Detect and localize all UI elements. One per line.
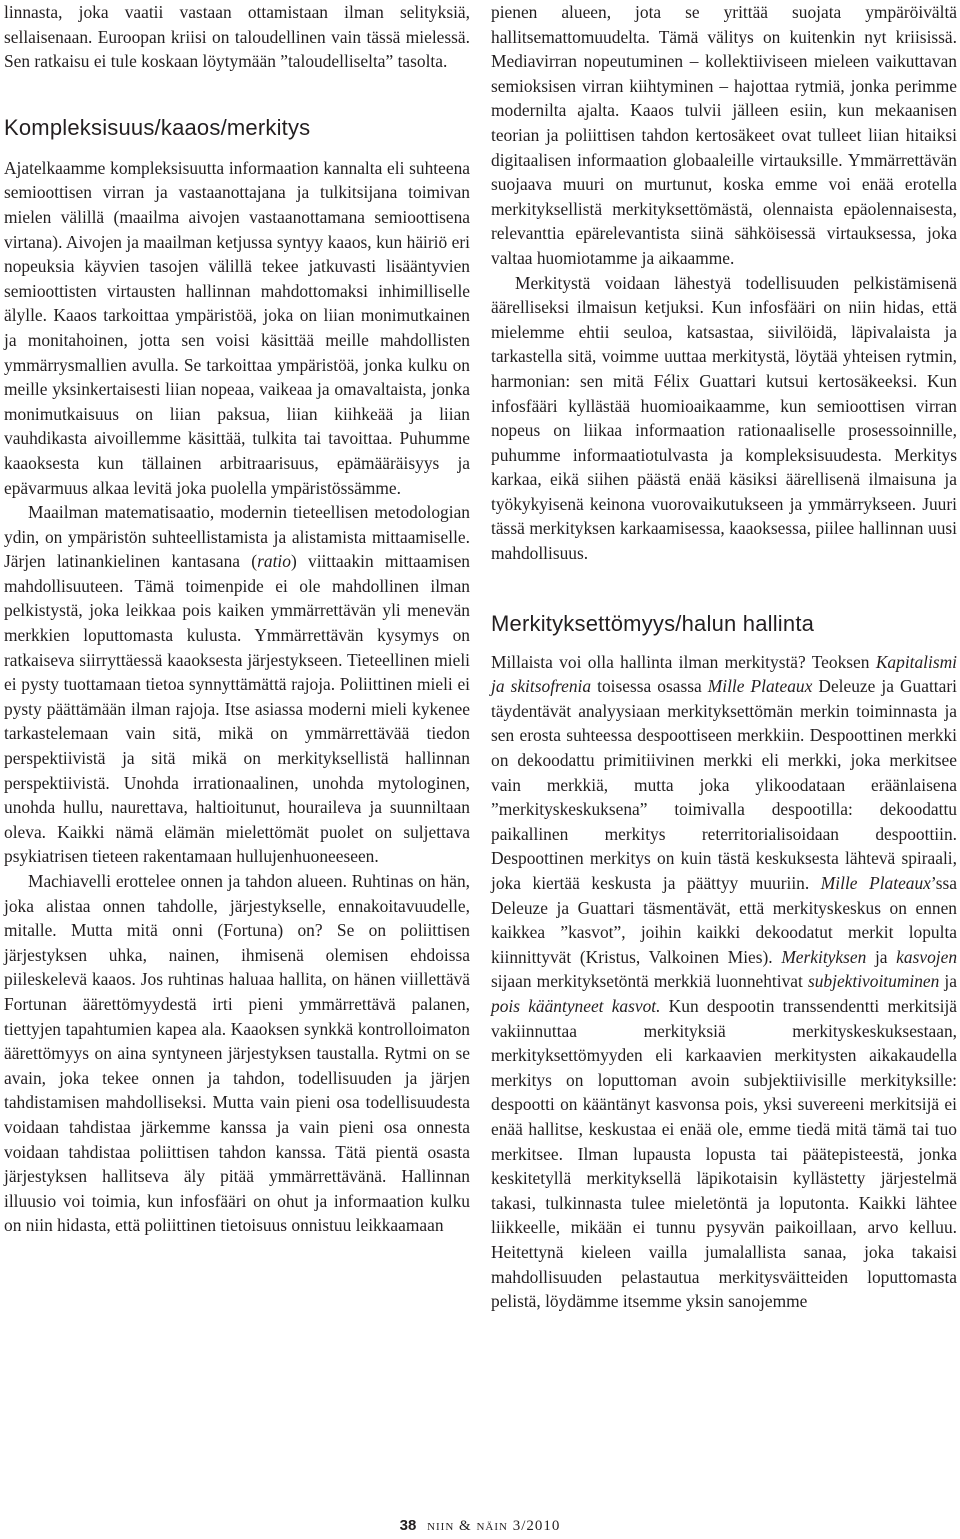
- paragraph: [4, 500, 470, 869]
- section-heading: Kompleksisuus/kaaos/merkitys: [4, 114, 311, 140]
- left-column: [4, 0, 470, 1238]
- text-run: Maailman matematisaatio, modernin tieteellisen metodologian ydin, on ympäristön suhteellistamista ja alistamista mittaamiselle. Järjen latinankielinen kantasana (: [4, 502, 470, 572]
- paragraph: Ajatelkaamme kompleksisuutta informaation kannalta eli suhteena semioottisen virran ja vastaanottajana ja tulkitsijana toimivan mielen välillä (maailma aivojen vastaanottamana semioottisena virtana). Aivojen ja maailman ketjussa syntyy kaaos, kun häiriö eri nopeuksia käyvien tasojen välillä tekee jatkuvasti lisääntyvien semioottisten virtausten hallinnan mahdottomaksi inhimilliselle älylle. Kaaos tarkoittaa ympäristöä, joka on liian monimutkainen ja monitahoinen, jotta sen voisi käsittää meille mahdollisten ymmärrysmallien avulla. Se tarkoittaa ympäristöä, jonka kulku on meille yksinkertaisesti liian nopeaa, vaikeaa ja omavaltaista, jonka monimutkaisuus on liian paksua, liian kiihkeää ja liian vauhdikasta aivoillemme käsittää, tulkita tai tavoittaa. Puhumme kaaoksesta kun tällainen arbitraarisuus, epämääräisyys ja epävarmuus alkaa levitä joka puolella ympäristössämme.: [4, 157, 470, 498]
- page-footer: [0, 1517, 960, 1535]
- text-run: Deleuze ja Guattari täydentävät analyysiaan merkityksettömän merkin toiminnasta ja sen erosta suhteessa despoottiseen merkkiin. Despoottinen merkki on dekoodattu primitiivinen merkki eli merkki, joka merkitsee vain merkkiä, mutta joka ylikoodataan eräänlaisena ”merkityskeskuksena” toimivalla despootilla: dekoodattu paikallinen merkitys reterritorialisoidaan despoottiin. Despoottinen merkitys on kuin tästä keskuksesta lähtevä spiraali, joka kiertää keskusta ja päättyy muuriin.: [491, 676, 957, 893]
- text-run: toisessa osassa: [591, 676, 708, 697]
- italic-text: Kapitalismi ja skitsofrenia: [491, 651, 957, 697]
- paragraph: linnasta, joka vaatii vastaan ottamistaan ilman selityksiä, sellaisenaan. Euroopan kriisi on taloudellinen vain tässä mielessä. Sen ratkaisu ei tule koskaan löytymään ”taloudelliselta” tasolta.: [4, 2, 470, 72]
- italic-text: Merkityksen: [781, 946, 867, 967]
- magazine-issue: niin & näin 3/2010: [427, 1518, 561, 1534]
- text-run: ) viittaakin mittaamisen mahdollisuuteen. Tämä toimenpide ei ole mahdollinen ilman pelkistystä, joka leikkaa pois kaiken ymmärrettävän yli menevän merkkien loputtomasta kulusta. Ymmärrettävän kysymys on ratkaiseva siirryttäessä kaaoksesta järjestykseen. Tieteellinen mieli ei pysty tuottamaan tietoa synnyttämättä rajoja. Poliittinen mieli ei pysty päättämään ilman rajoja. Itse asiassa moderni mieli kykenee tarkastelemaan vain sitä, mikä on ymmärrettävää tiedon perspektiivistä ja sitä mikä on merkityksellistä hallinnan perspektiivistä. Unohda irrationaalinen, unohda mytologinen, unohda hullu, naurettava, haltioitunut, houraileva ja suunniltaan oleva. Kaikki nämä elämän mielettömät puolet on suljettava psykiatrisen tieteen rakentamaan hullujenhuoneeseen.: [4, 551, 470, 867]
- italic-text: Mille Plateaux: [707, 676, 813, 697]
- page-number: 38: [399, 1517, 417, 1534]
- paragraph: Merkitystä voidaan lähestyä todellisuuden pelkistämisenä äärelliseksi ilmaisun ketjuksi. Kun infosfääri on niin hidas, että mielemme ehtii seuloa, katsastaa, siivilöidä, läpivalaista ja tarkastella sitä, voimme uuttaa merkitystä, löytää yhteisen rytmin, harmonian: sen mitä Félix Guattari kutsui kertosäkeeksi. Kun infosfääri kyllästää huomioaikaamme, kun semioottisen virran nopeus on liikaa informaation rationaaliselle prosessoinnille, puhumme informaatiotulvasta ja kompleksisuudesta. Merkitys karkaa, eikä siihen päästä enää käsiksi äärellisenä ilmaisuna ja työkykyisenä keinona vuorovaikutukseen ja ymmärrykseen. Juuri tässä merkityksen karkaamisessa, kaaoksessa, piilee hallinnan uusi mahdollisuus.: [491, 272, 957, 564]
- italic-text: pois kääntyneet kasvot.: [491, 995, 661, 1016]
- paragraph: pienen alueen, jota se yrittää suojata ympäröivältä hallitsemattomuudelta. Tämä välitys on kuitenkin nyt kriisissä. Mediavirran nopeutuminen – kollektiiviseen mieleen vaikuttavan semioksisen virran kiihtyminen – hajottaa rytmiä, jonka perimme modernilta ajalta. Kaaos tulvii jälleen esiin, kun mekaanisen teorian ja poliittisen tahdon kertosäkeet ovat tulleet liian hitaiksi digitaalisen informaation globaaleille virtauksille. Ymmärrettävän suojaava muuri on murtunut, koska emme voi enää erotella merkityksellistä merkityksettömästä, olennaista epäolennaisesta, relevanttia epärelevantista siinä sähköisessä virtauksessa, joka valtaa huomiotamme ja aikaamme.: [491, 2, 957, 268]
- text-run: sijaan merkityksetöntä merkkiä luonnehtivat: [491, 971, 808, 992]
- text-run: ja: [866, 946, 897, 967]
- italic-text: kasvojen: [896, 946, 958, 967]
- italic-text: subjektivoituminen: [807, 971, 940, 992]
- text-run: ’ssa Deleuze ja Guattari täsmentävät, että merkityskeskus on ennen kaikkea ”kasvot”, joihin kaikki dekoodatut merkit lopulta kiinnittyvät (Kristus, Valkoinen Mies).: [491, 873, 957, 967]
- paragraph: Machiavelli erottelee onnen ja tahdon alueen. Ruhtinas on hän, joka alistaa onnen tahdolle, järjestykselle, ennakoitavuudelle, mitalle. Mutta mitä onni (Fortuna) on? Se on poliittisen järjestyksen uhka, nainen, ihmisenä olemisen ehdoissa piileskelevä kaaos. Jos ruhtinas haluaa hallita, on hänen viillettävä Fortunan äärettömyydestä irti pieni ymmärrettävä palanen, tiettyjen tapahtumien kapea ala. Kaaoksen synkkä kontrolloimaton äärettömyys on aina syntyneen järjestyksen taustalla. Rytmi on se avain, joka tekee onnen ja tahdon, todellisuuden ja järjen tahdistamisen mahdolliseksi. Mutta vain pieni osa todellisuudesta voidaan tahdistaa järkemme kanssa ja vain pieni osa onnesta voidaan tahdistaa poliittisen tahdon kanssa. Tätä pientä osasta järjestyksen hallitseva äly pitää ymmärrettävänä. Hallinnan illuusio voi toimia, kun infosfääri on ohut ja informaation kulku on niin hidasta, että poliittinen tietoisuus onnistuu leikkaamaan: [4, 871, 470, 1236]
- text-run: ja: [939, 971, 957, 992]
- text-run: Millaista voi olla hallinta ilman merkitystä? Teoksen: [491, 651, 876, 672]
- paragraph: [491, 650, 957, 1314]
- italic-text: Mille Plateaux: [820, 873, 931, 893]
- text-run: Kun despootin transsendentti merkitsijä vakiinnuttaa merkityksiä merkityskeskuksestaan, merkityksettömyyden eli karkaavien merkitysten aikakaudella merkitys on loputtoman avoin subjektiivisille merkityksille: despootti on kääntänyt kasvonsa pois, yksi suvereeni merkitsijä ei enää hallitse, keskustaa ei enää ole, emme tiedä mitä tämä tai tuo merkitsee. Ilman lupausta lopusta tai päätepisteestä, jonka keskitetyllä merkityksellä läpikotaisin kyllästetty järjestelmä takasi, tulkinnasta tulee mieletöntä ja loputonta. Kaikki lähtee liikkeelle, mikään ei tunnu pysyvän paikoillaan, arvo kelluu. Heitettynä kieleen vailla jumalallista sanaa, joka takaisi mahdollisuuden pelastautua merkitysväitteiden loputtomasta pelistä, löydämme itsemme yksin sanojemme: [491, 995, 957, 1312]
- italic-text: ratio: [257, 551, 291, 572]
- right-column: [491, 0, 957, 1314]
- section-heading: Merkityksettömyys/halun hallinta: [491, 610, 815, 636]
